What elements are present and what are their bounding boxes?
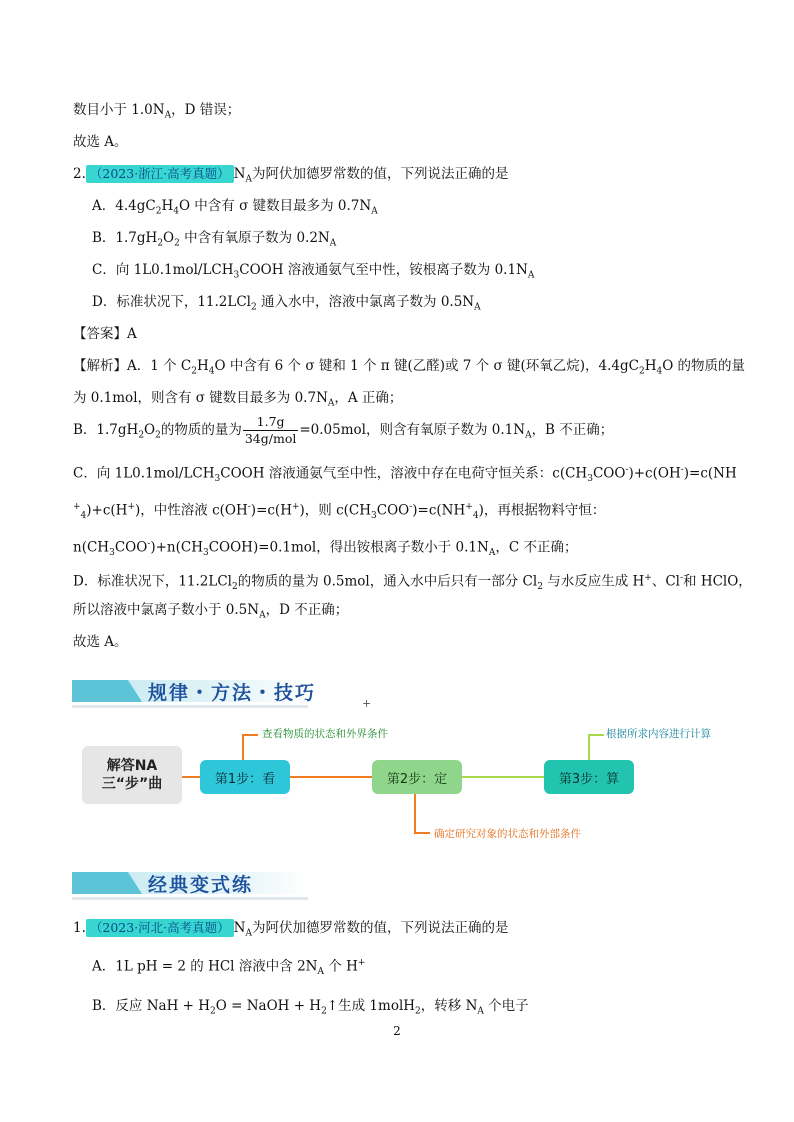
note1-stem	[242, 734, 244, 760]
q1-option-a: A．1L pH = 2 的 HCl 溶液中含 $2N_A$ 个 H+	[92, 958, 366, 978]
diagram-root-box: 解答NA三“步”曲	[82, 746, 182, 804]
q2-explanation-6: $n(CH_3COO^-)+n(CH_3COOH)=0.1mol$，得出铵根离子数小于 $0.1N_A$，C 不正确；	[73, 539, 578, 559]
step3-box: 第3步：算	[544, 760, 634, 794]
note3-label: 根据所求内容进行计算	[606, 728, 711, 740]
note3-stem	[588, 734, 590, 760]
q2-option-b: B．$1.7gH_2O_2$ 中含有氧原子数为 $0.2N_A$	[92, 230, 337, 249]
note1-tick	[242, 734, 258, 736]
step1-box: 第1步：看	[200, 760, 290, 794]
note2-label: 确定研究对象的状态和外部条件	[434, 828, 581, 840]
q2-answer: 【答案】A	[73, 326, 137, 342]
q1-option-b: B．反应 NaH + $H_2O$ = NaOH + $H_2↑$生成 1molH$_2$，转移 $N_A$ 个电子	[92, 998, 529, 1017]
q2-option-c: C．向 $1L0.1mol/LCH_3COOH$ 溶液通氨气至中性，铵根离子数为 $0.1N_A$	[92, 262, 535, 281]
q2-explanation-3: B．$1.7gH_2O_2$的物质的量为 $\frac{1.7g}{\text{34g/mol}}$ =0.05mol，则含有氧原子数为 $0.1N_A$，B 不正确；	[73, 414, 614, 446]
q1-source-tag: （2023·河北·高考真题）	[86, 919, 234, 937]
plus-mark: +	[362, 697, 372, 710]
connector-step1-step2	[290, 776, 372, 778]
section-title-methods: 规律・方法・技巧	[148, 682, 317, 704]
q2-explanation-9: 故选 A。	[73, 634, 128, 650]
connector-root-step1	[182, 776, 200, 778]
section-banner-practice	[72, 870, 372, 900]
q2-option-d: D．标准状况下，11.2LCl$_2$ 通入水中，溶液中氯离子数为 $0.5N_A$	[92, 294, 481, 313]
step2-box: 第2步：定	[372, 760, 462, 794]
section-banner-methods	[72, 678, 372, 708]
section-title-practice: 经典变式练	[148, 874, 254, 896]
q2-explanation-4: C．向 $1L0.1mol/LCH_3COOH$ 溶液通氨气至中性，溶液中存在电荷守恒关系：$c(CH_3COO^-)+c(OH^-)=c(NH$	[73, 465, 737, 485]
prev-line-2: 故选 A。	[73, 134, 128, 150]
q2-source-tag: （2023·浙江·高考真题）	[86, 165, 234, 183]
q2-explanation-2: 为 0.1mol，则含有 σ 键数目最多为 $0.7N_A$，A 正确；	[73, 390, 403, 409]
connector-step2-step3	[462, 776, 544, 778]
q2-option-a: A．$4.4gC_2H_4O$ 中含有 σ 键数目最多为 $0.7N_A$	[92, 198, 378, 217]
note2-tick	[414, 832, 430, 834]
q2-explanation-8: 所以溶液中氯离子数小于 $0.5N_A$，D 不正确；	[73, 602, 349, 621]
q2-explanation-7: D．标准状况下，11.2LCl$_2$的物质的量为 0.5mol，通入水中后只有一部分 $Cl_2$ 与水反应生成 H+、Cl-和 HClO，	[73, 573, 752, 593]
note1-label: 查看物质的状态和外界条件	[262, 728, 388, 740]
note2-stem	[414, 794, 416, 834]
molar-fraction: $\frac{1.7g}{\text{34g/mol}}$	[244, 414, 297, 446]
q2-stem: 2. （2023·浙江·高考真题） $N_A$为阿伏加德罗常数的值，下列说法正确的是	[73, 166, 509, 185]
q2-explanation-1: 【解析】A．1 个 $C_2H_4O$ 中含有 6 个 σ 键和 1 个 π 键(乙醛)或 7 个 σ 键(环氧乙烷)，$4.4gC_2H_4O$ 的物质的量	[73, 358, 746, 377]
note3-tick	[588, 734, 604, 736]
q1-stem: 1. （2023·河北·高考真题） $N_A$为阿伏加德罗常数的值，下列说法正确的是	[73, 920, 509, 939]
prev-line-1: 数目小于 $1.0N_A$，D 错误；	[73, 102, 241, 121]
page-number: 2	[393, 1024, 401, 1038]
q2-explanation-5: +$_4$)+c(H+)，中性溶液 c(OH-)=c(H+)，则 $c(CH_3COO^-)=c(NH^+_4)$，再根据物料守恒：	[73, 502, 606, 522]
